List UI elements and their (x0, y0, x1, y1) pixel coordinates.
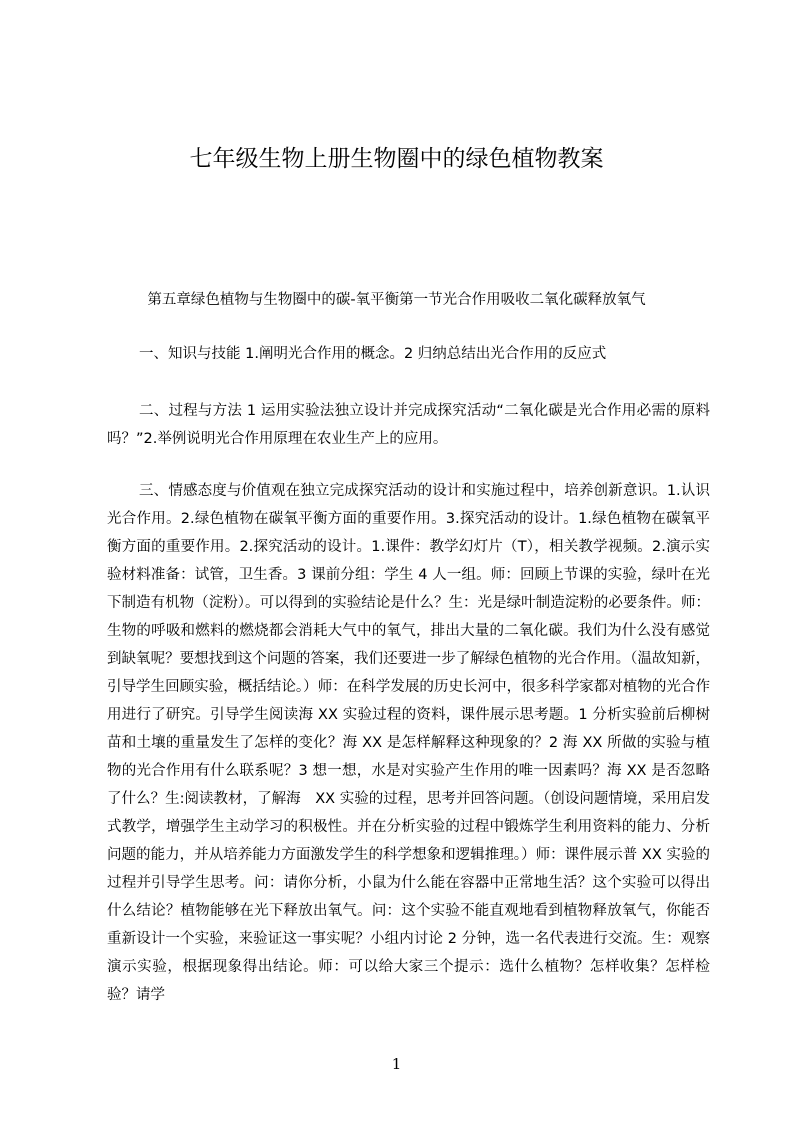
page-number: 1 (391, 1055, 402, 1073)
paragraph-attitudes-values: 三、情感态度与价值观在独立完成探究活动的设计和实施过程中，培养创新意识。1.认识光合作用。2.绿色植物在碳氧平衡方面的重要作用。3.探究活动的设计。1.绿色植物在碳氧平衡方面的重要作用。2.探究活动的设计。1.课件：教学幻灯片（T），相关教学视频。2.演示实验材料准备：试管，卫生香。3 课前分组：学生 4 人一组。师：回顾上节课的实验，绿叶在光下制造有机物（淀粉）。可以得到的实验结论是什么？生：光是绿叶制造淀粉的必要条件。师：生物的呼吸和燃料的燃烧都会消耗大气中的氧气，排出大量的二氧化碳。我们为什么没有感觉到缺氧呢？要想找到这个问题的答案，我们还要进一步了解绿色植物的光合作用。（温故知新，引导学生回顾实验，概括结论。）师：在科学发展的历史长河中，很多科学家都对植物的光合作用进行了研究。引导学生阅读海 XX 实验过程的资料，课件展示思考题。1 分析实验前后柳树苗和土壤的重量发生了怎样的变化？海 XX 是怎样解释这种现象的？2 海 XX 所做的实验与植物的光合作用有什么联系呢？3 想一想，水是对实验产生作用的唯一因素吗？海 XX 是否忽略了什么？生:阅读教材，了解海 XX 实验的过程，思考并回答问题。（创设问题情境，采用启发式教学，增强学生主动学习的积极性。并在分析实验的过程中锻炼学生利用资料的能力、分析问题的能力，并从培养能力方面激发学生的科学想象和逻辑推理。）师：课件展示普 XX 实验的过程并引导学生思考。问：请你分析，小鼠为什么能在容器中正常地生活？这个实验可以得出什么结论？植物能够在光下释放出氧气。问：这个实验不能直观地看到植物释放氧气，你能否重新设计一个实验，来验证这一事实呢？小组内讨论 2 分钟，选一名代表进行交流。生：观察演示实验，根据现象得出结论。师：可以给大家三个提示：选什么植物？怎样收集？怎样检验？请学 (107, 483, 710, 1003)
document-title: 七年级生物上册生物圈中的绿色植物教案 (189, 146, 604, 172)
chapter-subtitle: 第五章绿色植物与生物圈中的碳-氧平衡第一节光合作用吸收二氧化碳释放氧气 (147, 292, 646, 308)
paragraph-knowledge-skills: 一、知识与技能 1.阐明光合作用的概念。2 归纳总结出光合作用的反应式 (139, 346, 607, 362)
paragraph-process-methods: 二、过程与方法 1 运用实验法独立设计并完成探究活动“二氧化碳是光合作用必需的原料吗？”2.举例说明光合作用原理在农业生产上的应用。 (107, 403, 710, 447)
